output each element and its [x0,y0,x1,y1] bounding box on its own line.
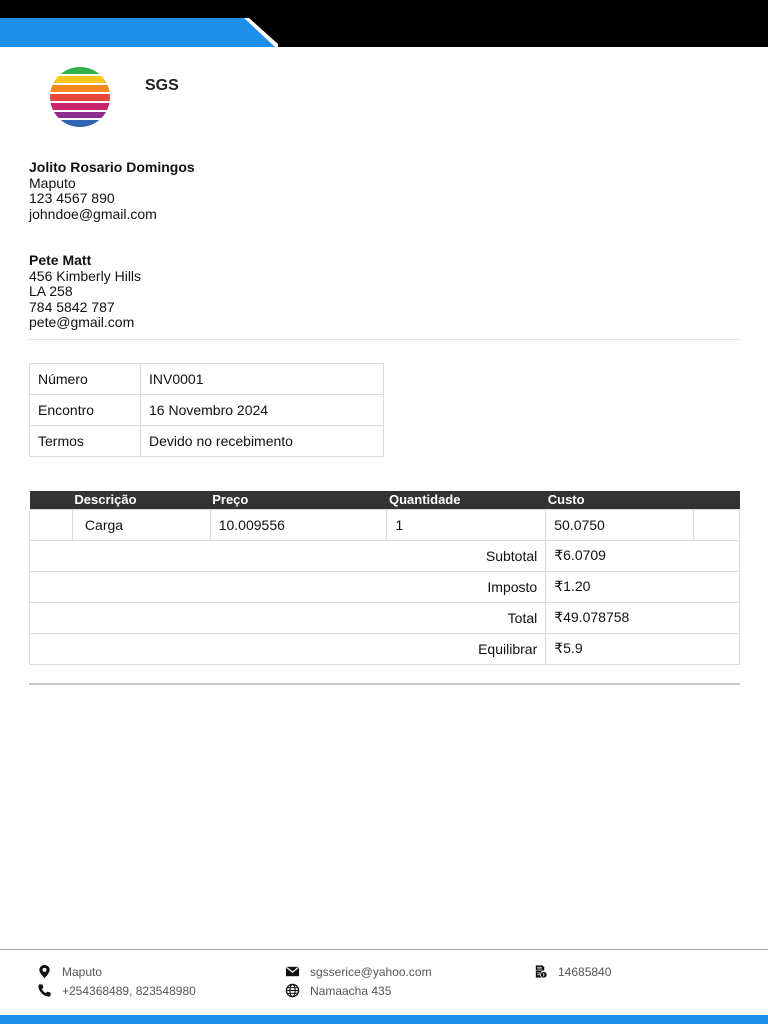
total-value: ₹49.078758 [546,602,740,633]
globe-icon [285,983,300,998]
meta-label: Encontro [30,395,141,426]
table-row [30,395,384,426]
sender-name: Jolito Rosario Domingos [29,159,195,175]
subtotal-value: ₹6.0709 [546,540,740,571]
recipient-phone: 784 5842 787 [29,298,115,315]
item-description: Carga [72,509,210,540]
row-action-cell [694,509,740,540]
totals-row [30,571,740,602]
footer-phones-text: +254368489, 823548980 [62,983,196,998]
recipient-name: Pete Matt [29,252,92,268]
divider [29,339,740,340]
balance-label: Equilibrar [30,633,546,664]
tax-value: ₹1.20 [546,571,740,602]
envelope-icon [285,964,300,979]
column-header-cost: Custo [546,491,694,509]
company-name: SGS [145,77,179,94]
column-header-blank [30,491,73,509]
sender-phone: 123 4567 890 [29,190,115,206]
invoice-meta-table [29,363,384,457]
invoice-number: INV0001 [141,364,384,395]
sender-city: Maputo [29,174,76,191]
footer-email-text: sgsserice@yahoo.com [310,964,432,979]
tax-id-icon [533,964,548,979]
sender-email: johndoe@gmail.com [29,205,157,222]
footer-tax-id [533,964,611,979]
footer-divider [0,949,768,950]
table-row [30,426,384,457]
totals-row [30,633,740,664]
invoice-date: 16 Novembro 2024 [141,395,384,426]
column-header-price: Preço [210,491,387,509]
footer-accent-bar [0,1015,768,1024]
tax-label: Imposto [30,571,546,602]
footer-website-text: Namaacha 435 [310,983,392,998]
item-quantity: 1 [387,509,546,540]
column-header-description: Descrição [72,491,210,509]
balance-value: ₹5.9 [546,633,740,664]
total-label: Total [30,602,546,633]
meta-label: Número [30,364,141,395]
column-header-quantity: Quantidade [387,491,546,509]
footer-location [37,964,102,979]
totals-row [30,540,740,571]
table-row [30,509,740,540]
divider [29,683,740,685]
map-pin-icon [37,964,52,979]
striped-globe-logo [48,66,112,128]
header-accent-shape [0,18,278,47]
meta-label: Termos [30,426,141,457]
recipient-email: pete@gmail.com [29,314,135,330]
recipient-region: LA 258 [29,283,73,299]
line-items-table [29,491,740,665]
item-cost: 50.0750 [546,509,694,540]
footer-location-text: Maputo [62,964,103,979]
footer-website [285,983,391,998]
invoice-terms: Devido no recebimento [141,426,384,457]
subtotal-label: Subtotal [30,540,546,571]
recipient-street: 456 Kimberly Hills [29,267,142,284]
table-header-row [30,491,740,509]
column-header-blank [694,491,740,509]
totals-row [30,602,740,633]
recipient-address [29,253,141,331]
phone-icon [37,983,52,998]
row-index-cell [30,509,73,540]
footer-phones [37,983,196,998]
sender-address [29,160,195,222]
footer-tax-id-text: 14685840 [558,964,612,979]
footer-email [285,964,432,979]
table-row [30,364,384,395]
item-price: 10.009556 [210,509,387,540]
